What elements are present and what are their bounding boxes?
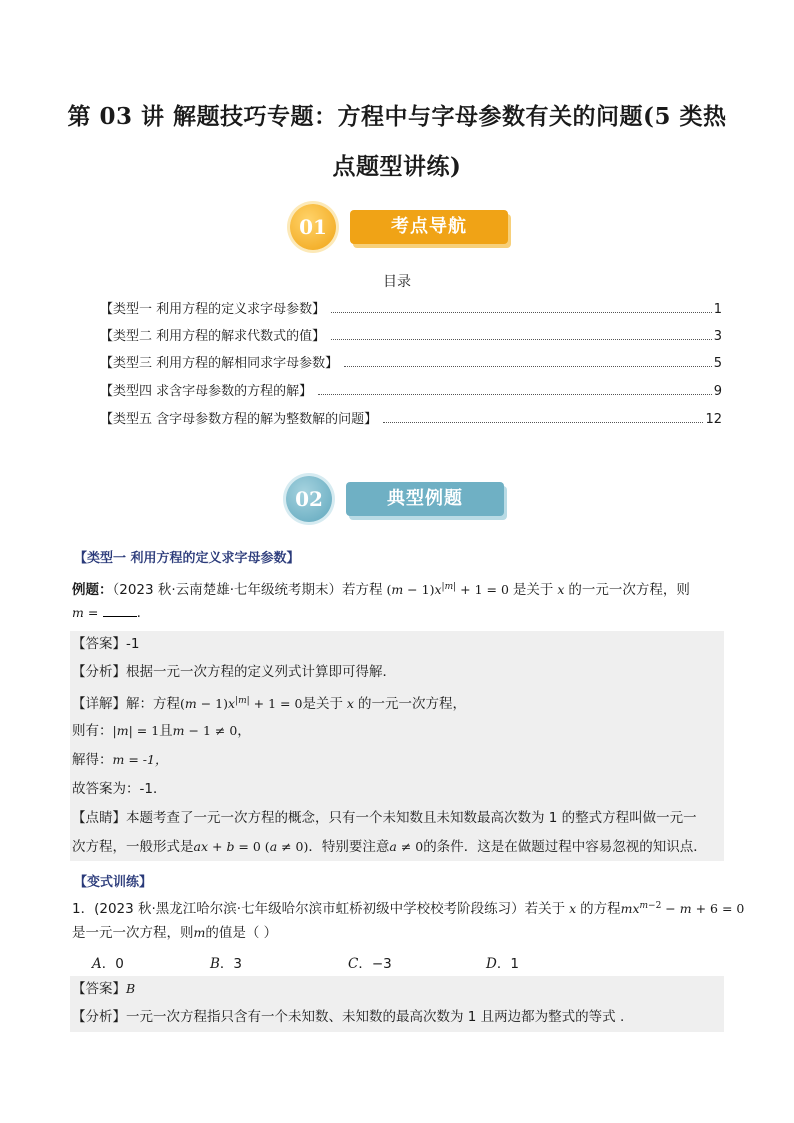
analysis-text: 根据一元一次方程的定义列式计算即可得解．: [126, 664, 396, 680]
toc-item[interactable]: [100, 325, 722, 345]
section-badge-navigation: [290, 210, 510, 244]
toc-item-label: 【类型一 利用方程的定义求字母参数】: [100, 302, 326, 317]
badge-number: 01: [290, 204, 336, 250]
detail-text: 是关于: [302, 696, 343, 713]
option-b[interactable]: B．3: [210, 956, 243, 972]
example-question: 例题：（2023 秋·云南楚雄·七年级统考期末）若方程 $(m - 1)x^{|m|} + 1 = 0$ 是关于 x 的一元一次方程，则: [72, 582, 690, 599]
analysis-label: 【分析】: [72, 1009, 126, 1025]
detail-label: 【详解】: [72, 696, 126, 713]
toc-dots: [331, 338, 712, 340]
detail-step-2: [72, 747, 724, 773]
step-text: 故答案为：-1．: [72, 781, 167, 797]
option-value: 1: [510, 956, 519, 972]
question-text: 的方程: [580, 901, 621, 918]
step-text: 则有：: [72, 723, 113, 739]
toc-item-label: 【类型五 含字母参数方程的解为整数解的问题】: [100, 412, 378, 427]
practice-question-2: 是一元一次方程，则m的值是（ ）: [72, 925, 278, 941]
answer-value: -1: [126, 636, 140, 652]
answer-label: 【答案】: [72, 981, 126, 997]
title-line-2: 点题型讲练): [332, 153, 462, 180]
toc-item-label: 【类型三 利用方程的解相同求字母参数】: [100, 356, 339, 371]
analysis-line: [72, 659, 724, 685]
section-heading: 【类型一 利用方程的定义求字母参数】: [74, 551, 300, 566]
detail-step-3: [72, 776, 724, 802]
option-value: 3: [233, 956, 243, 972]
detail-text: 解：方程: [126, 696, 180, 713]
toc-item-page: 5: [713, 356, 722, 371]
answer-blank[interactable]: [103, 604, 137, 617]
step-text: 解得：: [72, 752, 113, 768]
practice-answer: [72, 976, 724, 1002]
option-c[interactable]: C．−3: [348, 956, 392, 972]
page-title: [60, 92, 734, 192]
step-text: 且: [159, 723, 173, 739]
toc-item[interactable]: [100, 298, 722, 318]
comment-text: 次方程，一般形式是: [72, 839, 194, 855]
comment-text: ．特别要注意: [308, 839, 390, 855]
option-key: C: [348, 956, 359, 972]
detail-text: 的一元一次方程，: [357, 696, 466, 713]
option-value: −3: [371, 956, 392, 972]
question-text: 1．(2023 秋·黑龙江哈尔滨·七年级哈尔滨市虹桥初级中学校校考阶段练习）若关于: [72, 901, 566, 918]
comment-label: 【点睛】: [72, 810, 126, 826]
badge-label: 考点导航: [350, 210, 508, 244]
toc-dots: [344, 365, 712, 367]
equation: $(m - 1)x^{|m|} + 1 = 0$: [180, 696, 303, 712]
badge-number: 02: [286, 476, 332, 522]
practice-heading: 【变式训练】: [74, 875, 153, 890]
option-key: B: [210, 956, 220, 972]
toc-item-page: 12: [705, 412, 722, 427]
comment-line-1: [72, 805, 724, 831]
option-d[interactable]: D．1: [486, 956, 519, 972]
option-value: 0: [115, 956, 124, 972]
toc-item-page: 1: [713, 302, 722, 317]
section-badge-examples: [286, 482, 506, 516]
badge-label: 典型例题: [346, 482, 504, 516]
option-key: A: [92, 956, 102, 972]
toc-item[interactable]: [100, 352, 722, 372]
toc-dots: [383, 421, 703, 423]
detail-line: 【详解】解：方程$(m - 1)x^{|m|} + 1 = 0$是关于 x 的一元一次方程，: [72, 696, 466, 713]
analysis-label: 【分析】: [72, 664, 126, 680]
toc-dots: [318, 393, 712, 395]
comment-line-2: 次方程，一般形式是ax + b = 0 (a ≠ 0)．特别要注意a ≠ 0的条件．这是在做题过程中容易忽视的知识点．: [72, 839, 707, 855]
question-text: 的值是（ ）: [205, 925, 278, 941]
comment-text: 的条件．这是在做题过程中容易忽视的知识点．: [423, 839, 707, 855]
equation: $(m - 1)x^{|m|} + 1 = 0$: [382, 582, 513, 598]
toc-dots: [331, 311, 712, 313]
toc-item-page: 9: [713, 384, 722, 399]
m-equals: m =: [72, 605, 99, 620]
example-text: 的一元一次方程，则: [568, 582, 690, 599]
question-text: 是一元一次方程，则: [72, 925, 194, 941]
practice-analysis: [72, 1004, 724, 1030]
toc-item-label: 【类型四 求含字母参数的方程的解】: [100, 384, 313, 399]
detail-step-1: 则有：|m| = 1且m − 1 ≠ 0，: [72, 723, 251, 739]
answer-line: [72, 631, 724, 657]
title-line-1: 第 03 讲 解题技巧专题：方程中与字母参数有关的问题(5 类热: [67, 103, 727, 130]
option-a[interactable]: A．0: [92, 956, 124, 972]
practice-question: 1．(2023 秋·黑龙江哈尔滨·七年级哈尔滨市虹桥初级中学校校考阶段练习）若关于 x 的方程$mx^{m-2} - m + 6 = 0$: [72, 901, 745, 918]
toc-item-label: 【类型二 利用方程的解求代数式的值】: [100, 329, 326, 344]
toc-item[interactable]: [100, 380, 722, 400]
option-key: D: [486, 956, 497, 972]
analysis-text: 一元一次方程指只含有一个未知数、未知数的最高次数为 1 且两边都为整式的等式 .: [126, 1009, 625, 1025]
toc-item[interactable]: [100, 408, 722, 428]
comment-text: 本题考查了一元一次方程的概念，只有一个未知数且未知数最高次数为 1 的整式方程叫做一元一: [126, 810, 697, 826]
toc-title: 目录: [383, 274, 411, 290]
answer-value: B: [126, 981, 136, 996]
step-result: m = -1，: [112, 752, 168, 767]
toc-item-page: 3: [713, 329, 722, 344]
answer-label: 【答案】: [72, 636, 126, 652]
example-text: 是关于: [512, 582, 554, 599]
example-blank-line: m = .: [72, 605, 141, 621]
